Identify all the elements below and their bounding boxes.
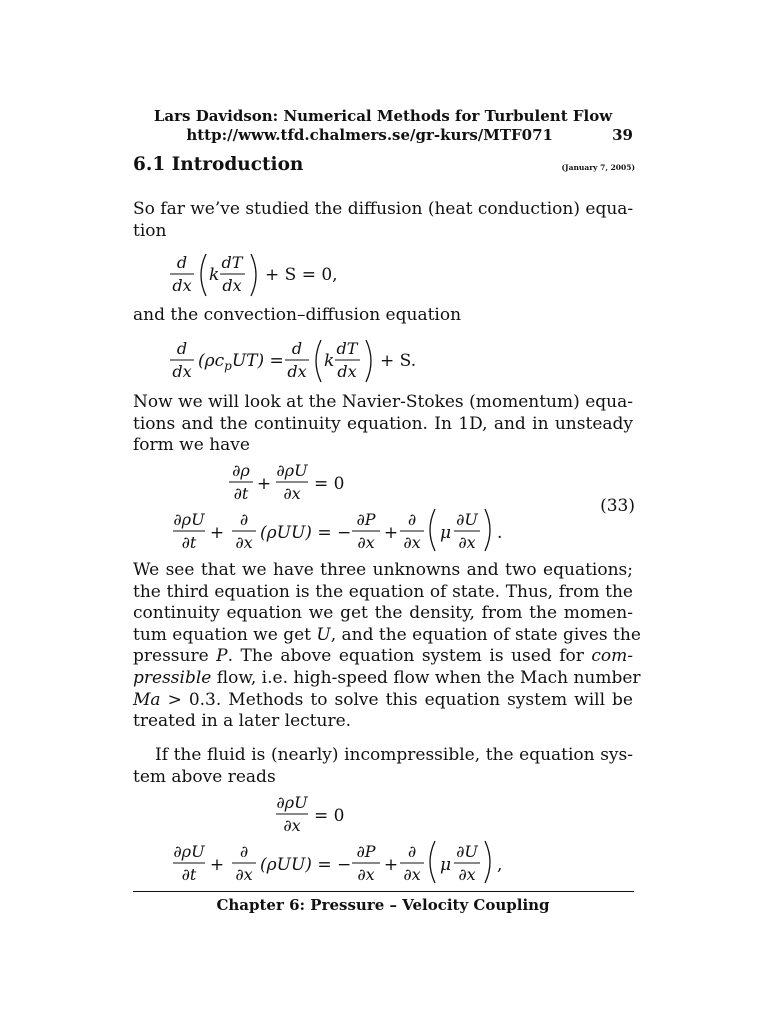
dt: ∂t	[181, 533, 197, 552]
section-date: (January 7, 2005)	[561, 163, 635, 172]
text-line: the third equation is the equation of state. Thus, from the	[133, 581, 633, 602]
text-line: continuity equation we get the density, from the momen-	[133, 603, 633, 624]
text-line: We see that we have three unknowns and two equations;	[133, 560, 633, 580]
rhoUU: (ρUU) = −	[260, 855, 352, 875]
eq1-denominator-dx: dx	[222, 276, 242, 295]
emphasis: pressible	[133, 667, 212, 688]
partial: ∂	[239, 842, 249, 861]
eq-zero: = 0	[314, 474, 345, 494]
text-run: pressure	[133, 646, 217, 667]
drhoU: ∂ρU	[276, 461, 308, 480]
drho: ∂ρ	[232, 461, 250, 480]
eq2-dx: dx	[172, 362, 192, 381]
dU: ∂U	[456, 842, 478, 861]
right-paren	[366, 340, 371, 382]
eq2-d: d	[291, 339, 303, 358]
text-line: Now we will look at the Navier-Stokes (momentum) equa-	[133, 392, 633, 412]
eq2-k: k	[324, 351, 335, 371]
text-run: , and the equation of state gives the	[330, 624, 641, 645]
left-paren	[430, 841, 435, 883]
dx: ∂x	[403, 533, 421, 552]
text-line: tions and the continuity equation. In 1D, and in unsteady	[133, 413, 633, 434]
text-run: tum equation we get	[133, 624, 317, 645]
period: .	[497, 523, 503, 543]
eq2-lhs: $(\rho c_pUT)$ =	[198, 351, 284, 373]
drhoU: ∂ρU	[173, 842, 205, 861]
text-line: If the fluid is (nearly) incompressible, the equation sys-	[155, 745, 633, 765]
eq1-k: k	[209, 265, 220, 285]
math-var: P	[216, 646, 228, 667]
left-paren	[201, 254, 206, 296]
partial: ∂	[407, 510, 417, 529]
partial: ∂	[239, 510, 249, 529]
dx: ∂x	[283, 484, 301, 503]
dx: ∂x	[458, 865, 476, 884]
dx: ∂x	[357, 533, 375, 552]
eq-zero: = 0	[314, 806, 345, 826]
text-line: and the convection–diffusion equation	[133, 305, 462, 325]
dx: ∂x	[235, 533, 253, 552]
right-paren	[485, 841, 490, 883]
text-line: So far we’ve studied the diffusion (heat conduction) equa-	[133, 199, 634, 219]
eq1-numerator-dT: dT	[221, 253, 243, 272]
dU: ∂U	[456, 510, 478, 529]
text-run: flow, i.e. high-speed flow when the Mach number	[211, 667, 641, 688]
mu: μ	[440, 523, 452, 543]
equation-diffusion	[170, 253, 338, 296]
left-paren	[430, 509, 435, 551]
equation-system-incompressible	[173, 793, 502, 884]
eq1-numerator-d: d	[176, 253, 188, 272]
section-title: 6.1 Introduction	[133, 154, 304, 175]
eq1-rest: + S = 0,	[265, 265, 338, 285]
plus: +	[256, 474, 272, 494]
eq2-rest: + S.	[380, 351, 417, 371]
text-line: form we have	[133, 435, 250, 456]
plus: +	[209, 523, 225, 543]
math-var: U	[316, 624, 331, 645]
dx: ∂x	[283, 816, 301, 835]
dP: ∂P	[356, 842, 376, 861]
right-paren	[251, 254, 256, 296]
dx: ∂x	[458, 533, 476, 552]
partial: ∂	[407, 842, 417, 861]
text-line: treated in a later lecture.	[133, 711, 352, 732]
eq2-dT: dT	[336, 339, 358, 358]
text-line: tion	[133, 220, 167, 241]
text-line: tem above reads	[133, 766, 276, 787]
eq2-dx: dx	[337, 362, 357, 381]
plus: +	[383, 855, 399, 875]
drhoU: ∂ρU	[173, 510, 205, 529]
equation-system-compressible	[173, 461, 502, 552]
footer-rule	[133, 891, 634, 892]
rhoUU: (ρUU) = −	[260, 523, 352, 543]
running-header-title: Lars Davidson: Numerical Methods for Turbulent Flow	[153, 107, 613, 125]
drhoU: ∂ρU	[276, 793, 308, 812]
running-header-url: http://www.tfd.chalmers.se/gr-kurs/MTF071	[186, 126, 553, 144]
comma: ,	[497, 855, 503, 875]
page-number: 39	[612, 126, 633, 144]
eq2-dx: dx	[287, 362, 307, 381]
plus: +	[383, 523, 399, 543]
dt: ∂t	[181, 865, 197, 884]
equation-number: (33)	[600, 496, 635, 516]
text-run: . The above equation system is used for	[227, 646, 592, 667]
dx: ∂x	[403, 865, 421, 884]
running-footer: Chapter 6: Pressure – Velocity Coupling	[216, 896, 550, 914]
dP: ∂P	[356, 510, 376, 529]
eq2-d: d	[176, 339, 188, 358]
right-paren	[485, 509, 490, 551]
text-run: > 0.3. Methods to solve this equation system will be	[160, 689, 633, 710]
mu: μ	[440, 855, 452, 875]
dx: ∂x	[357, 865, 375, 884]
plus: +	[209, 855, 225, 875]
left-paren	[316, 340, 321, 382]
emphasis: com-	[591, 646, 633, 667]
eq1-denominator-dx: dx	[172, 276, 192, 295]
math-var: Ma	[133, 689, 161, 710]
equation-convection-diffusion	[170, 339, 416, 382]
dt: ∂t	[233, 484, 249, 503]
dx: ∂x	[235, 865, 253, 884]
